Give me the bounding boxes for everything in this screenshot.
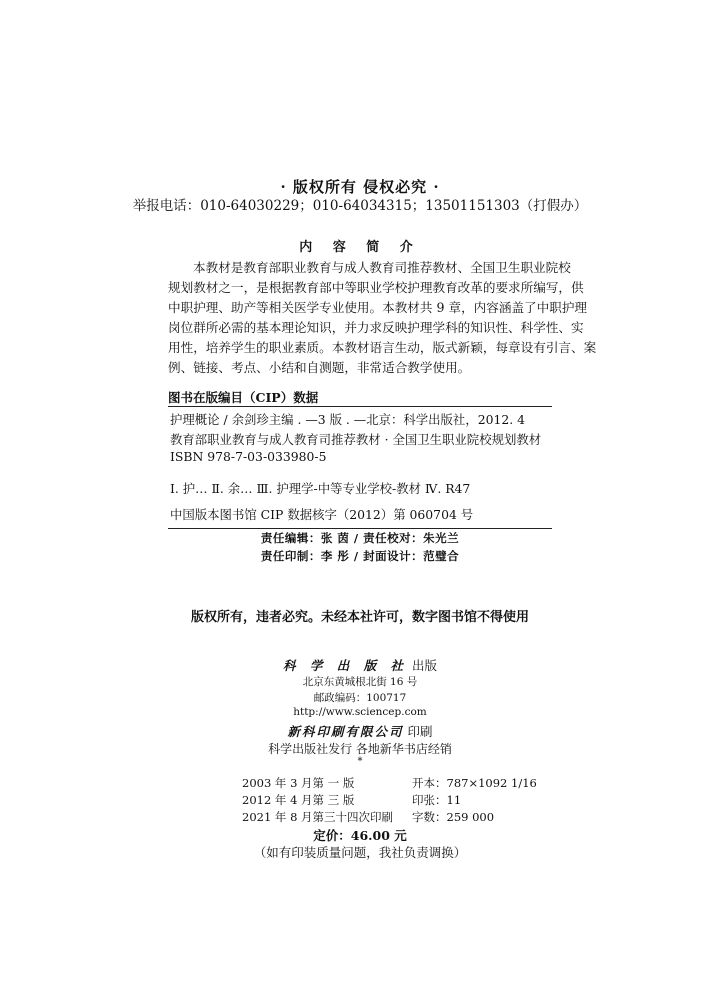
publisher-postcode: 邮政编码：100717 <box>313 692 407 704</box>
edition-row-left: 2021 年 8 月第三十四次印刷 <box>242 810 394 824</box>
copyright-title: · 版权所有 侵权必究 · <box>280 178 440 196</box>
cip-bottom-rule <box>168 528 552 529</box>
cip-classification: Ⅰ. 护… Ⅱ. 余… Ⅲ. 护理学-中等专业学校-教材 Ⅳ. R47 <box>170 481 471 496</box>
intro-heading: 内 容 简 介 <box>299 240 421 255</box>
printer-suffix: 印刷 <box>403 724 433 739</box>
intro-line: 用性，培养学生的职业素质。本教材语言生动，版式新颖，每章设有引言、案 <box>168 340 597 355</box>
publisher-address: 北京东黄城根北街 16 号 <box>302 676 418 688</box>
printer-line <box>0 722 720 740</box>
edition-row-left: 2012 年 4 月第 三 版 <box>242 793 355 807</box>
intro-line: 本教材是教育部职业教育与成人教育司推荐教材、全国卫生职业院校 <box>193 260 571 275</box>
quality-note: （如有印装质量问题，我社负责调换） <box>253 845 467 860</box>
rights-warning: 版权所有，违者必究。未经本社许可，数字图书馆不得使用 <box>190 610 529 625</box>
edition-row-left: 2003 年 3 月第 一 版 <box>242 776 355 790</box>
cip-number: 中国版本图书馆 CIP 数据核字（2012）第 060704 号 <box>170 507 474 522</box>
publisher-suffix: 出版 <box>407 658 437 673</box>
intro-line: 例、链接、考点、小结和自测题，非常适合教学使用。 <box>168 360 471 375</box>
printer-name: 新科印刷有限公司 <box>287 724 404 739</box>
production-credits: 责任印制：李 彤 / 封面设计：范璧合 <box>260 549 460 563</box>
publisher-url: http://www.sciencep.com <box>293 706 427 718</box>
cip-isbn: ISBN 978-7-03-033980-5 <box>170 449 327 464</box>
separator-star: * <box>357 756 363 767</box>
cip-series-line: 教育部职业教育与成人教育司推荐教材 · 全国卫生职业院校规划教材 <box>170 432 542 447</box>
cip-title-line: 护理概论 / 余剑珍主编 . —3 版 . —北京：科学出版社，2012. 4 <box>170 412 526 427</box>
intro-line: 中职护理、助产等相关医学专业使用。本教材共 9 章，内容涵盖了中职护理 <box>168 300 588 315</box>
edition-row-right: 字数：259 000 <box>412 810 495 824</box>
intro-paragraph <box>168 258 597 378</box>
intro-line: 规划教材之一，是根据教育部中等职业学校护理教育改革的要求所编写，供 <box>168 280 584 295</box>
publisher-line <box>0 656 720 674</box>
distribution-line: 科学出版社发行 各地新华书店经销 <box>268 742 452 756</box>
editor-credits: 责任编辑：张 茵 / 责任校对：朱光兰 <box>260 531 460 545</box>
intro-line: 岗位群所必需的基本理论知识，并力求反映护理学科的知识性、科学性、实 <box>168 320 584 335</box>
publisher-name: 科 学 出 版 社 <box>283 658 408 673</box>
cip-top-rule <box>168 406 552 407</box>
edition-row-right: 印张：11 <box>412 793 462 807</box>
price: 定价：46.00 元 <box>313 828 407 843</box>
edition-row-right: 开本：787×1092 1/16 <box>412 776 537 790</box>
cip-heading: 图书在版编目（CIP）数据 <box>168 390 319 405</box>
report-hotline: 举报电话：010-64030229；010-64034315；13501151303（打假办） <box>132 198 588 214</box>
